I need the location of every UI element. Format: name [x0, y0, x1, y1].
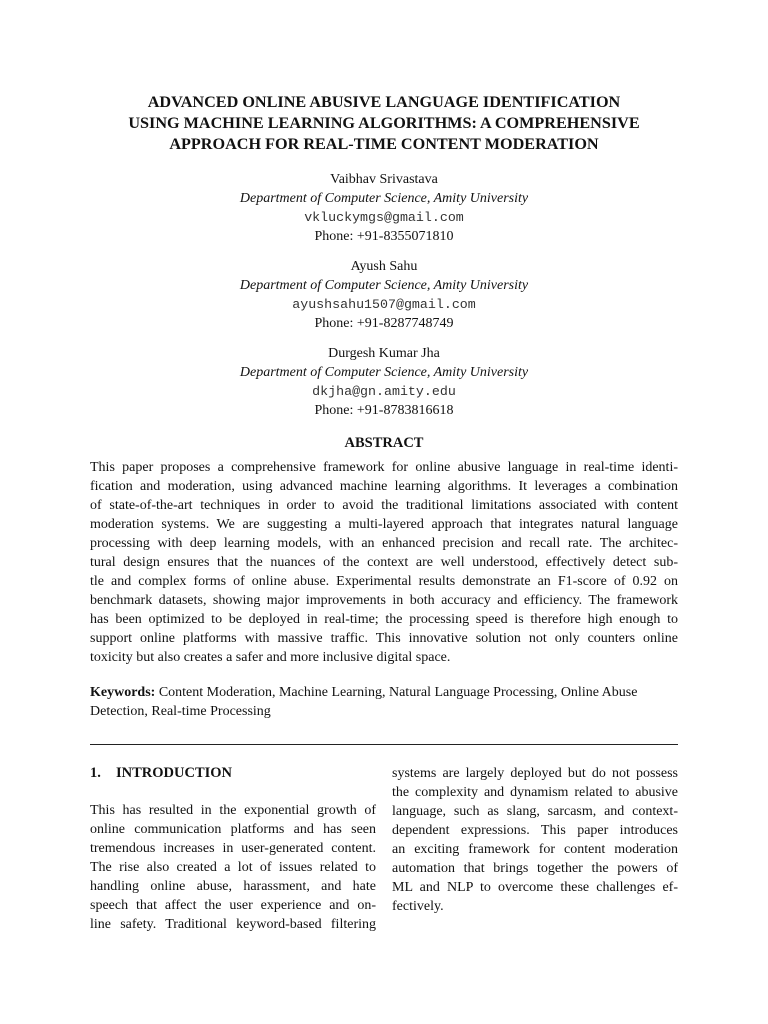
- body-line: ML and NLP to overcome these challenges ef-: [392, 880, 678, 895]
- body-line: the complexity and dynamism related to abusive: [392, 785, 678, 800]
- body-line: handling online abuse, harassment, and hate: [90, 879, 376, 894]
- abstract-line: support online platforms with massive traffic. This innovative solution not only counters online: [90, 631, 678, 646]
- abstract-line: has been optimized to be deployed in real-time; the processing speed is therefore high enough to: [90, 612, 678, 627]
- body-line: automation that brings together the powers of: [392, 861, 678, 876]
- body-line: tremendous increases in user-generated content.: [90, 841, 376, 856]
- abstract-line: of state-of-the-art techniques in order to avoid the traditional limitations associated with content: [90, 498, 678, 513]
- author-email: dkjha@gn.amity.edu: [312, 384, 456, 399]
- body-line: an exciting framework for content moderation: [392, 842, 678, 857]
- body-line: speech that affect the user experience and on-: [90, 898, 376, 913]
- author-entry: [90, 344, 678, 420]
- abstract-line: toxicity but also creates a safer and more inclusive digital space.: [90, 650, 451, 665]
- right-column: [392, 764, 678, 916]
- left-column: [90, 764, 376, 934]
- author-name: Ayush Sahu: [350, 259, 418, 274]
- abstract-line: moderation systems. We are suggesting a multi-layered approach that integrates natural language: [90, 517, 678, 532]
- abstract-heading: ABSTRACT: [344, 435, 424, 451]
- title-line: ADVANCED ONLINE ABUSIVE LANGUAGE IDENTIFICATION: [147, 93, 621, 111]
- author-email: ayushsahu1507@gmail.com: [292, 297, 476, 312]
- section-heading: [90, 764, 376, 783]
- author-block: [90, 170, 678, 431]
- abstract-line: benchmark datasets, showing major improvements in both accuracy and efficiency. The framework: [90, 593, 678, 608]
- abstract-line: fication and moderation, using advanced machine learning algorithms. It leverages a combination: [90, 479, 678, 494]
- author-phone: Phone: +91-8783816618: [314, 403, 454, 418]
- keywords-line: [90, 683, 678, 702]
- author-name: Vaibhav Srivastava: [330, 172, 438, 187]
- author-entry: [90, 170, 678, 246]
- author-affiliation: Department of Computer Science, Amity University: [239, 191, 529, 206]
- abstract-line: processing with deep learning models, with an enhanced precision and recall rate. The architec-: [90, 536, 678, 551]
- keywords-line: Detection, Real-time Processing: [90, 704, 271, 719]
- body-line: online communication platforms and has seen: [90, 822, 376, 837]
- keywords-text: Content Moderation, Machine Learning, Natural Language Processing, Online Abuse: [158, 685, 638, 700]
- author-affiliation: Department of Computer Science, Amity University: [239, 365, 529, 380]
- author-phone: Phone: +91-8355071810: [314, 229, 454, 244]
- author-entry: [90, 257, 678, 333]
- keywords: [90, 683, 678, 721]
- section-number: 1.: [90, 765, 101, 781]
- body-line: line safety. Traditional keyword-based filtering: [90, 917, 376, 932]
- paper-title: [90, 92, 678, 155]
- body-line: The rise also created a lot of issues related to: [90, 860, 376, 875]
- abstract-line: This paper proposes a comprehensive framework for online abusive language in real-time identi-: [90, 460, 678, 475]
- author-email: vkluckymgs@gmail.com: [304, 210, 464, 225]
- author-name: Durgesh Kumar Jha: [328, 346, 440, 361]
- abstract-line: tle and complex forms of online abuse. Experimental results demonstrate an F1-score of 0.92 on: [90, 574, 678, 589]
- author-phone: Phone: +91-8287748749: [314, 316, 454, 331]
- body-line: fectively.: [392, 899, 444, 914]
- author-affiliation: Department of Computer Science, Amity University: [239, 278, 529, 293]
- body-line: dependent expressions. This paper introduces: [392, 823, 678, 838]
- section-title: INTRODUCTION: [116, 765, 233, 781]
- section-divider: [90, 744, 678, 745]
- body-line: systems are largely deployed but do not possess: [392, 766, 678, 781]
- title-line: USING MACHINE LEARNING ALGORITHMS: A COMPREHENSIVE: [128, 114, 640, 132]
- keywords-label: Keywords:: [90, 685, 156, 700]
- title-line: APPROACH FOR REAL-TIME CONTENT MODERATION: [169, 135, 599, 153]
- body-line: This has resulted in the exponential growth of: [90, 803, 376, 818]
- abstract-body: [90, 458, 678, 667]
- abstract-line: tural design ensures that the nuances of the context are well understood, effectively detect sub-: [90, 555, 678, 570]
- body-line: language, such as slang, sarcasm, and context-: [392, 804, 678, 819]
